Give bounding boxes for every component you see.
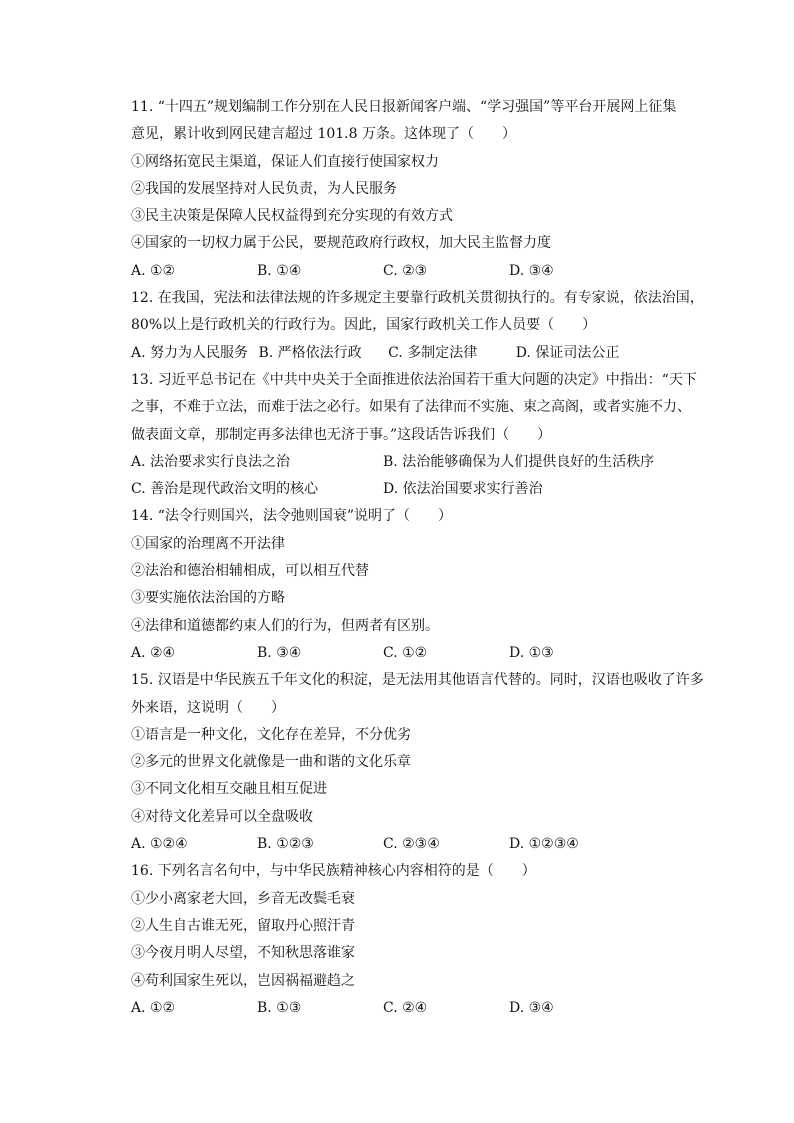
statement: ①少小离家老大回，乡音无改鬓毛衰 bbox=[131, 890, 355, 907]
option-a: A. ②④ bbox=[131, 644, 176, 661]
option-b: B. ①④ bbox=[257, 262, 302, 279]
question-stem-line: 12. 在我国，宪法和法律法规的许多规定主要靠行政机关贯彻执行的。有专家说，依法治国， bbox=[131, 290, 704, 307]
option-b: B. ①③ bbox=[257, 999, 302, 1016]
answer-options bbox=[131, 995, 711, 1022]
option-c: C. ①② bbox=[383, 644, 428, 661]
statement: ①语言是一种文化，文化存在差异，不分优劣 bbox=[131, 726, 411, 743]
statement: ①国家的治理离不开法律 bbox=[131, 535, 285, 552]
statement: ②多元的世界文化就像是一曲和谐的文化乐章 bbox=[131, 754, 411, 771]
question-stem-line: 15. 汉语是中华民族五千年文化的积淀，是无法用其他语言代替的。同时，汉语也吸收了许多 bbox=[131, 672, 704, 689]
option-c: C. ②③④ bbox=[383, 836, 440, 853]
option-c: C. 多制定法律 bbox=[388, 344, 478, 361]
option-a: A. ①②④ bbox=[131, 836, 188, 853]
option-d: D. ③④ bbox=[509, 262, 554, 279]
statement: ④苟利国家生死以，岂因祸福避趋之 bbox=[131, 972, 355, 989]
question-stem-line: 做表面文章，那制定再多法律也无济于事。”这段话告诉我们（ ） bbox=[131, 426, 552, 443]
question-11 bbox=[131, 94, 711, 285]
question-15 bbox=[131, 667, 711, 858]
option-b: B. ③④ bbox=[257, 644, 302, 661]
option-c: C. 善治是现代政治文明的核心 bbox=[131, 481, 319, 498]
option-d: D. ③④ bbox=[509, 999, 554, 1016]
statement: ④法律和道德都约束人们的行为，但两者有区别。 bbox=[131, 617, 439, 634]
answer-options bbox=[131, 449, 711, 476]
option-b: B. ①②③ bbox=[257, 836, 314, 853]
question-stem-line: 16. 下列名言名句中，与中华民族精神核心内容相符的是（ ） bbox=[131, 863, 536, 880]
question-13 bbox=[131, 367, 711, 503]
question-stem-line: 11. “十四五”规划编制工作分别在人民日报新闻客户端、“学习强国”等平台开展网上征集 bbox=[131, 99, 677, 115]
option-a: A. ①② bbox=[131, 999, 176, 1016]
answer-options bbox=[131, 831, 711, 858]
option-b: B. 严格依法行政 bbox=[258, 344, 362, 361]
option-d: D. ①②③④ bbox=[509, 836, 579, 853]
statement: ③民主决策是保障人民权益得到充分实现的有效方式 bbox=[131, 208, 453, 225]
option-d: D. 依法治国要求实行善治 bbox=[383, 481, 543, 498]
statement: ②人生自古谁无死，留取丹心照汗青 bbox=[131, 917, 355, 934]
question-stem-line: 13. 习近平总书记在《中共中央关于全面推进依法治国若干重大问题的决定》中指出：“天下 bbox=[131, 371, 697, 388]
question-stem-line: 80%以上是行政机关的行政行为。因此，国家行政机关工作人员要（ ） bbox=[131, 317, 597, 334]
question-stem-line: 意见，累计收到网民建言超过 101.8 万条。这体现了（ ） bbox=[131, 126, 516, 143]
statement: ③今夜月明人尽望，不知秋思落谁家 bbox=[131, 945, 355, 962]
option-c: C. ②④ bbox=[383, 999, 428, 1016]
option-c: C. ②③ bbox=[383, 262, 428, 279]
question-16 bbox=[131, 858, 711, 1022]
answer-options bbox=[131, 340, 711, 367]
question-list bbox=[131, 94, 711, 1022]
option-a: A. 法治要求实行良法之治 bbox=[131, 453, 291, 470]
option-d: D. 保证司法公正 bbox=[515, 344, 620, 361]
statement: ③要实施依法治国的方略 bbox=[131, 590, 285, 607]
question-stem-line: 外来语，这说明（ ） bbox=[131, 699, 285, 716]
question-stem-line: 14. “法令行则国兴，法令弛则国衰”说明了（ ） bbox=[131, 508, 453, 525]
question-stem-line: 之事，不难于立法，而难于法之必行。如果有了法律而不实施、束之高阁，或者实施不力、 bbox=[131, 399, 691, 416]
answer-options bbox=[131, 258, 711, 285]
statement: ②我国的发展坚持对人民负责，为人民服务 bbox=[131, 180, 397, 197]
question-12 bbox=[131, 285, 711, 367]
statement: ③不同文化相互交融且相互促进 bbox=[131, 781, 327, 798]
answer-options bbox=[131, 640, 711, 667]
statement: ①网络拓宽民主渠道，保证人们直接行使国家权力 bbox=[131, 153, 439, 170]
statement: ④对待文化差异可以全盘吸收 bbox=[131, 808, 313, 825]
statement: ②法治和德治相辅相成，可以相互代替 bbox=[131, 563, 369, 580]
answer-options bbox=[131, 476, 711, 503]
statement: ④国家的一切权力属于公民，要规范政府行政权，加大民主监督力度 bbox=[131, 235, 551, 252]
option-d: D. ①③ bbox=[509, 644, 554, 661]
question-14 bbox=[131, 503, 711, 667]
option-a: A. 努力为人民服务 bbox=[131, 344, 249, 361]
option-b: B. 法治能够确保为人们提供良好的生活秩序 bbox=[383, 453, 655, 470]
option-a: A. ①② bbox=[131, 262, 176, 279]
